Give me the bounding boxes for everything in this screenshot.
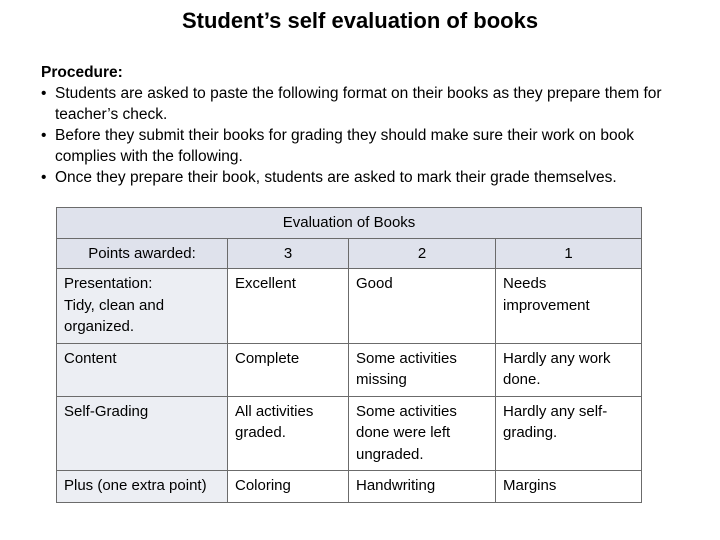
points-value: 3 (228, 238, 349, 269)
bullet-icon: • (41, 169, 47, 186)
table-cell: Hardly any self-grading. (496, 396, 642, 471)
procedure-section (41, 62, 691, 188)
table-caption: Evaluation of Books (57, 208, 642, 239)
table-cell: Hardly any work done. (496, 343, 642, 396)
table-cell: All activities graded. (228, 396, 349, 471)
table-row (57, 396, 642, 471)
row-label: Self-Grading (57, 396, 228, 471)
row-label-line: Presentation: (64, 275, 153, 292)
procedure-item (41, 125, 691, 167)
procedure-item-text: Before they submit their books for grading they should make sure their work on book complies with the following. (55, 127, 634, 165)
procedure-item (41, 83, 691, 125)
table-cell: Coloring (228, 471, 349, 503)
row-label: Content (57, 343, 228, 396)
table-row (57, 269, 642, 344)
procedure-item-text: Once they prepare their book, students are asked to mark their grade themselves. (55, 169, 617, 186)
procedure-list (41, 83, 691, 188)
procedure-item-text: Students are asked to paste the following format on their books as they prepare them for teacher’s check. (55, 85, 662, 123)
table-cell: Some activities missing (349, 343, 496, 396)
table-cell: Some activities done were left ungraded. (349, 396, 496, 471)
bullet-icon: • (41, 85, 47, 102)
table-cell: Needs improvement (496, 269, 642, 344)
points-row (57, 238, 642, 269)
table-cell: Good (349, 269, 496, 344)
row-label (57, 269, 228, 344)
table-cell: Margins (496, 471, 642, 503)
row-label: Plus (one extra point) (57, 471, 228, 503)
bullet-icon: • (41, 127, 47, 144)
evaluation-table (56, 207, 642, 503)
table-row (57, 343, 642, 396)
table-cell: Excellent (228, 269, 349, 344)
points-label: Points awarded: (57, 238, 228, 269)
procedure-heading: Procedure: (41, 64, 123, 81)
page-title: Student’s self evaluation of books (181, 8, 539, 33)
table-row (57, 471, 642, 503)
table-caption-row (57, 208, 642, 239)
row-label-line: Tidy, clean and organized. (64, 296, 165, 335)
procedure-item (41, 167, 691, 188)
points-value: 1 (496, 238, 642, 269)
table-cell: Complete (228, 343, 349, 396)
table-cell: Handwriting (349, 471, 496, 503)
points-value: 2 (349, 238, 496, 269)
